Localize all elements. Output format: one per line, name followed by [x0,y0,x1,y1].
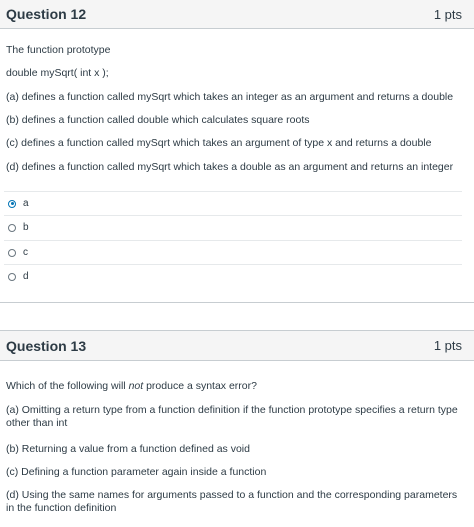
answer-b[interactable] [4,215,462,239]
question-13-title: Question 13 [6,337,87,354]
question-13-points: 1 pts [433,338,462,353]
question-12-title: Question 12 [6,6,87,22]
question-13-option-d: (d) Using the same names for arguments passed to a function and the corresponding parameters in the function definition [6,489,458,514]
question-12-option-d: (d) defines a function called mySqrt which takes a double as an argument and returns an integer [6,161,454,173]
question-13-option-b: (b) Returning a value from a function defined as void [6,443,250,455]
question-12-option-a: (a) defines a function called mySqrt which takes an integer as an argument and returns a double [6,91,454,103]
question-12-prompt-line1: The function prototype [6,44,111,56]
answer-c-label: c [23,247,28,258]
question-13-header [0,331,474,361]
answer-c[interactable] [4,240,462,264]
radio-a-selected[interactable] [8,200,16,208]
answer-d-label: d [23,271,29,282]
question-13-option-c: (c) Defining a function parameter again inside a function [6,466,267,478]
answer-b-label: b [23,222,29,233]
answer-a-label: a [23,198,29,209]
answer-a[interactable] [4,191,462,215]
radio-b[interactable] [8,224,16,232]
question-12-option-b: (b) defines a function called double which calculates square roots [6,114,310,126]
question-13-prompt-after: produce a syntax error? [143,380,257,392]
question-13-prompt [6,380,464,393]
question-12-points: 1 pts [433,6,462,22]
question-13-prompt-emphasis: not [128,380,144,392]
question-12-prompt-line2: double mySqrt( int x ); [6,67,109,79]
question-13-card [0,330,474,527]
question-13-option-a: (a) Omitting a return type from a function definition if the function prototype specifies a return type other than int [6,404,458,429]
radio-d[interactable] [8,273,16,281]
answer-d[interactable] [4,264,462,288]
question-12-option-c: (c) defines a function called mySqrt which takes an argument of type x and returns a double [6,137,432,149]
question-13-prompt-before: Which of the following will [6,380,129,392]
question-12-header [0,0,474,29]
radio-c[interactable] [8,249,16,257]
